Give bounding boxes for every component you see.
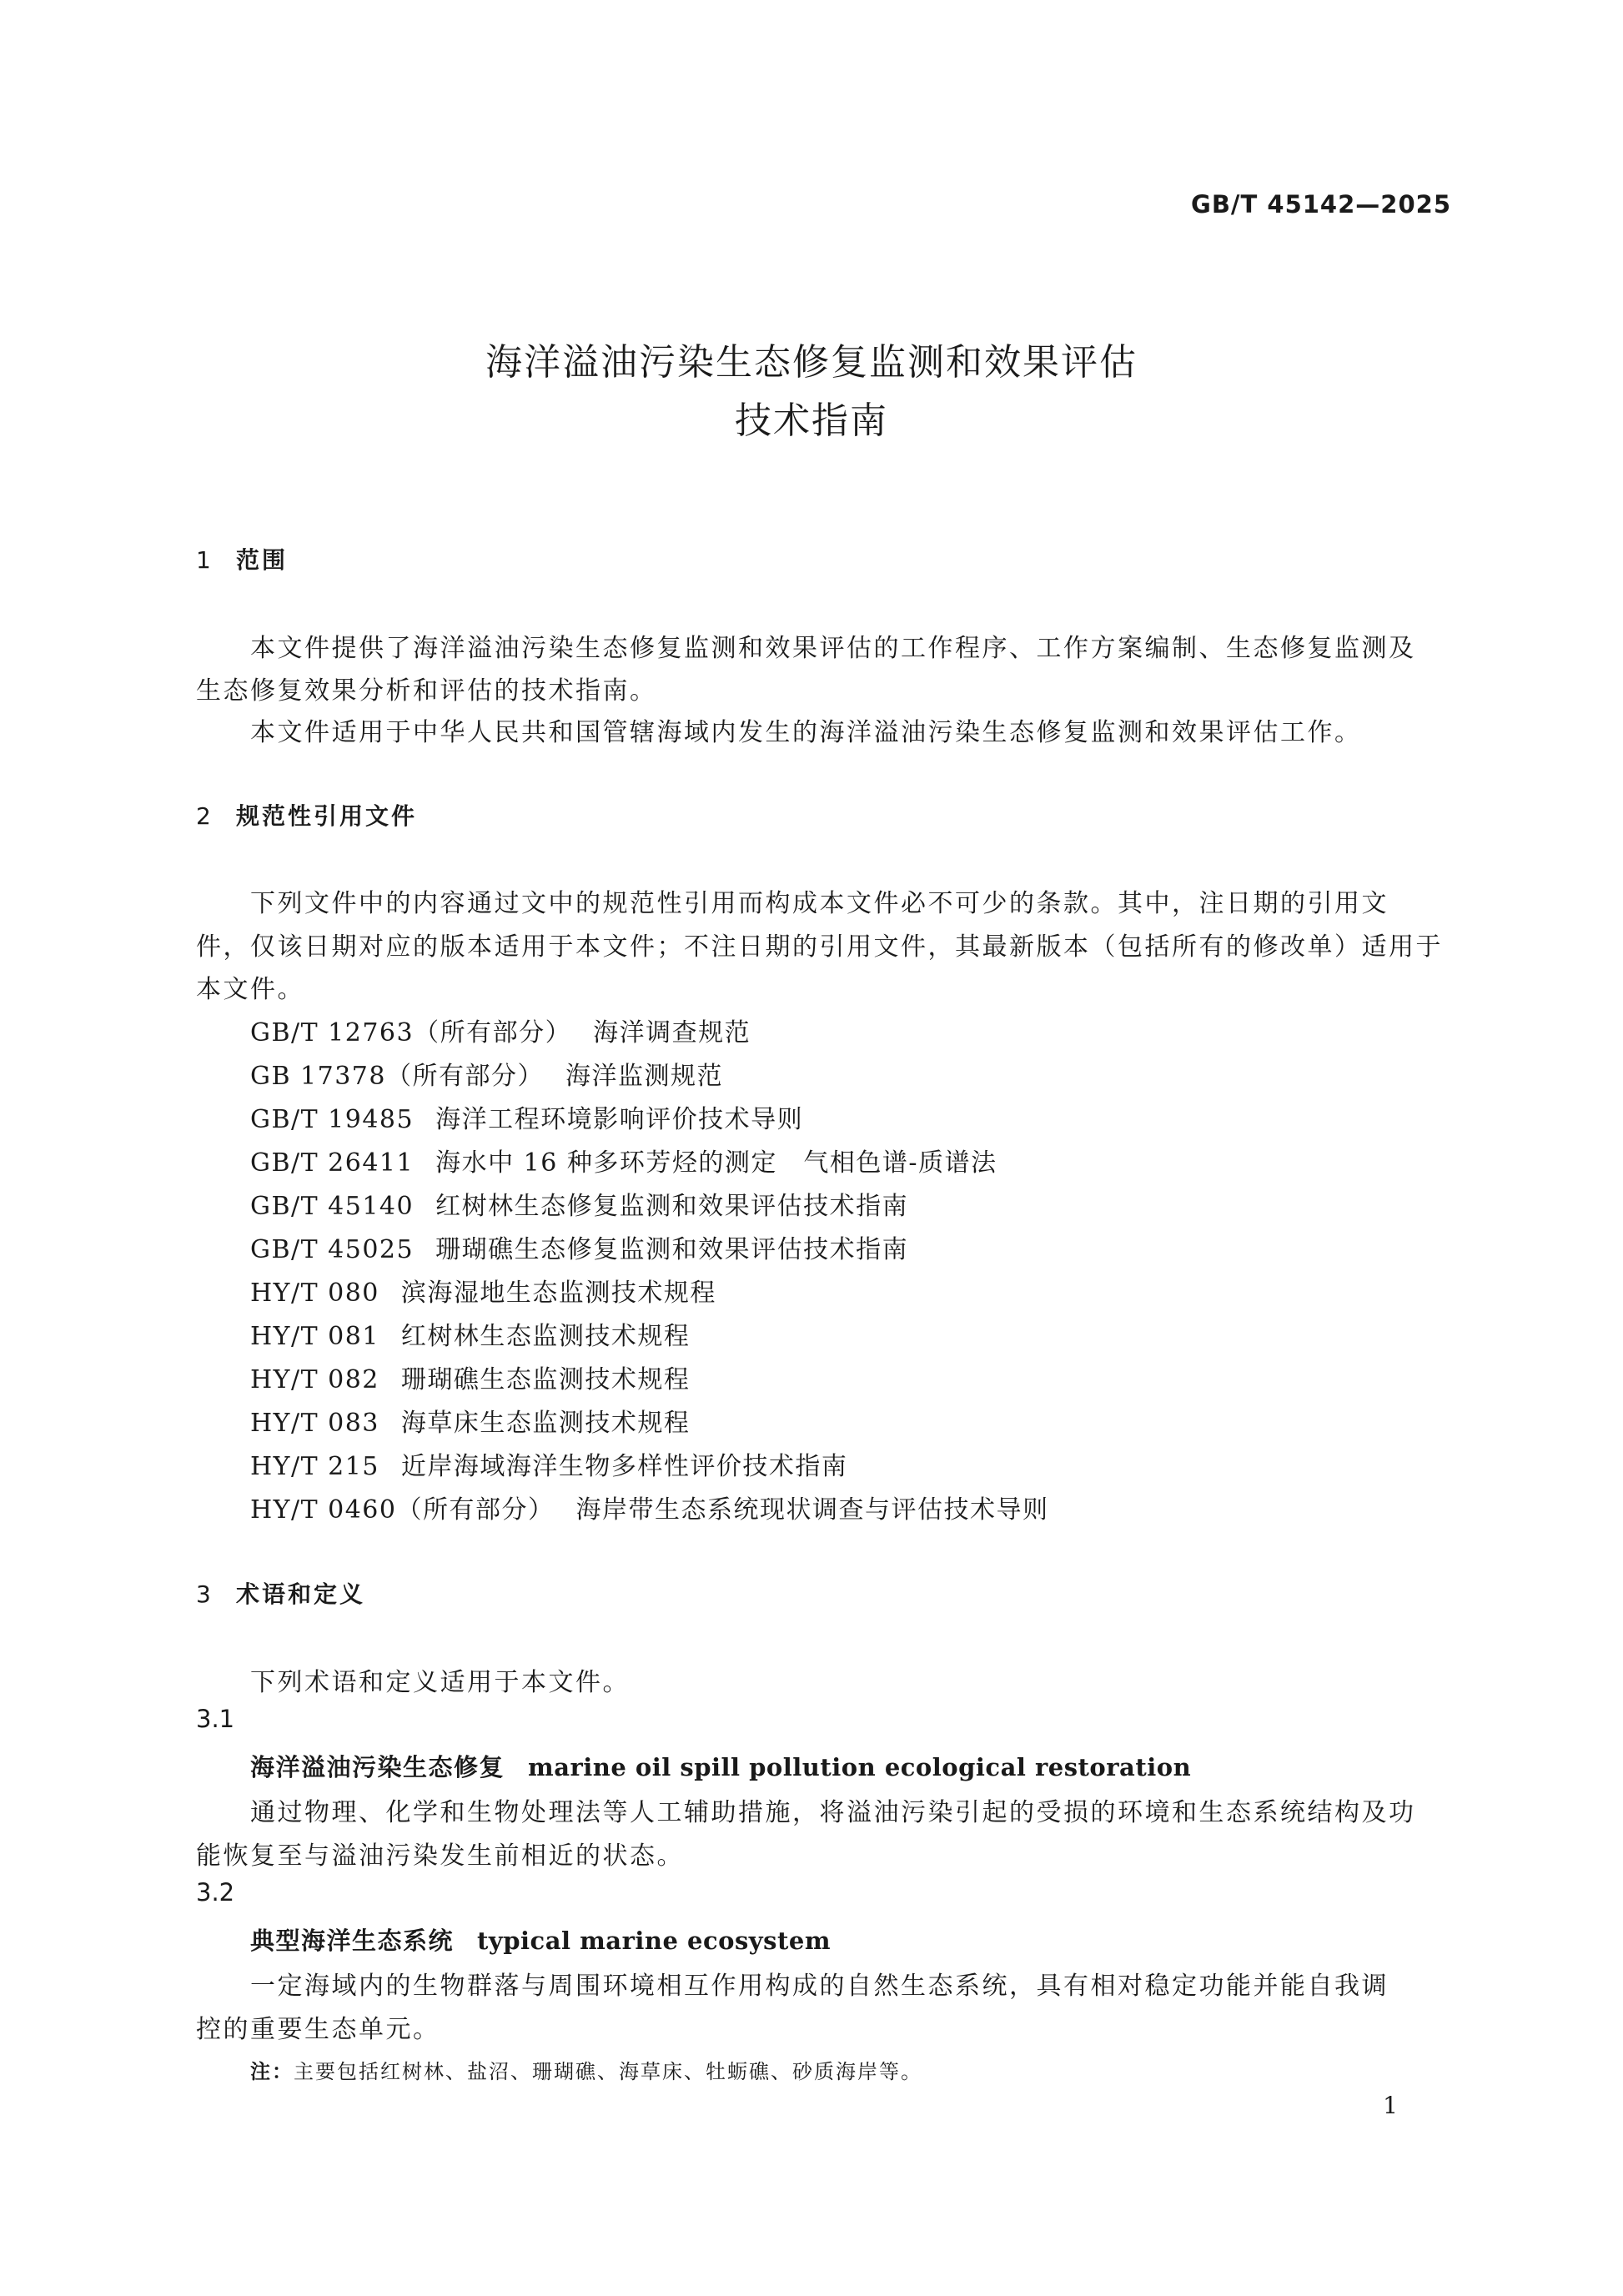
section-number: 3 xyxy=(196,1580,214,1608)
reference-title: 滨海湿地生态监测技术规程 xyxy=(400,1279,716,1308)
reference-code: GB/T 45140 xyxy=(250,1192,415,1221)
term-zh: 海洋溢油污染生态修复 xyxy=(250,1753,505,1781)
reference-code: HY/T 082 xyxy=(250,1365,379,1394)
term-en: marine oil spill pollution ecological restoration xyxy=(528,1753,1192,1781)
section-number: 1 xyxy=(196,546,214,574)
reference-code: HY/T 215 xyxy=(250,1452,379,1481)
section-1-heading xyxy=(196,542,288,575)
reference-code: HY/T 081 xyxy=(250,1322,379,1351)
term-definition-line-2: 控的重要生态单元。 xyxy=(196,2015,440,2044)
term-heading xyxy=(250,1749,1191,1783)
reference-title: 珊瑚礁生态修复监测和效果评估技术指南 xyxy=(435,1235,909,1264)
reference-title: 红树林生态修复监测和效果评估技术指南 xyxy=(435,1192,909,1221)
term-definition-line-2: 能恢复至与溢油污染发生前相近的状态。 xyxy=(196,1841,684,1871)
note xyxy=(250,2055,922,2084)
reference-code: GB/T 45025 xyxy=(250,1235,415,1264)
section-title: 术语和定义 xyxy=(236,1580,366,1608)
reference-item xyxy=(250,1012,751,1048)
reference-title: 近岸海域海洋生物多样性评价技术指南 xyxy=(400,1452,848,1481)
section-3-intro: 下列术语和定义适用于本文件。 xyxy=(250,1668,630,1697)
section-1-paragraph-1-line-1: 本文件提供了海洋溢油污染生态修复监测和效果评估的工作程序、工作方案编制、生态修复监测及 xyxy=(250,634,1416,663)
reference-title: 海洋调查规范 xyxy=(593,1018,751,1048)
term-definition-line-1: 一定海域内的生物群落与周围环境相互作用构成的自然生态系统，具有相对稳定功能并能自我调 xyxy=(250,1972,1389,2001)
term-definition-line-1: 通过物理、化学和生物处理法等人工辅助措施，将溢油污染引起的受损的环境和生态系统结构及功 xyxy=(250,1798,1416,1827)
note-text: 主要包括红树林、盐沼、珊瑚礁、海草床、牡蛎礁、砂质海岸等。 xyxy=(294,2060,922,2083)
reference-item xyxy=(250,1272,716,1309)
section-1-paragraph-2: 本文件适用于中华人民共和国管辖海域内发生的海洋溢油污染生态修复监测和效果评估工作。 xyxy=(250,718,1362,747)
reference-code: GB/T 12763（所有部分） xyxy=(250,1018,572,1048)
section-title: 规范性引用文件 xyxy=(236,802,418,830)
reference-title: 海洋监测规范 xyxy=(565,1062,723,1091)
reference-item xyxy=(250,1315,690,1352)
section-1-paragraph-1-line-2: 生态修复效果分析和评估的技术指南。 xyxy=(196,676,657,706)
note-label: 注： xyxy=(250,2060,294,2083)
page-number: 1 xyxy=(1383,2092,1398,2119)
term-number: 3.2 xyxy=(196,1878,235,1907)
term-en: typical marine ecosystem xyxy=(477,1927,832,1955)
section-3-heading xyxy=(196,1576,365,1610)
section-2-paragraph-line-1: 下列文件中的内容通过文中的规范性引用而构成本文件必不可少的条款。其中，注日期的引用文 xyxy=(250,889,1389,918)
document-title-line2: 技术指南 xyxy=(735,399,888,442)
section-title: 范围 xyxy=(236,546,289,574)
reference-title: 海草床生态监测技术规程 xyxy=(400,1409,691,1438)
reference-item xyxy=(250,1142,997,1178)
reference-title: 海洋工程环境影响评价技术导则 xyxy=(435,1105,804,1134)
reference-title: 珊瑚礁生态监测技术规程 xyxy=(400,1365,691,1394)
reference-code: HY/T 083 xyxy=(250,1409,379,1438)
term-number: 3.1 xyxy=(196,1705,235,1733)
reference-code: GB/T 26411 xyxy=(250,1148,415,1178)
reference-title: 海岸带生态系统现状调查与评估技术导则 xyxy=(575,1495,1049,1525)
reference-item xyxy=(250,1402,690,1439)
reference-code: GB/T 19485 xyxy=(250,1105,415,1134)
term-zh: 典型海洋生态系统 xyxy=(250,1927,455,1955)
reference-item xyxy=(250,1055,723,1092)
document-title-line1: 海洋溢油污染生态修复监测和效果评估 xyxy=(485,341,1138,384)
reference-item xyxy=(250,1098,803,1135)
term-heading xyxy=(250,1922,831,1957)
reference-item xyxy=(250,1185,908,1222)
reference-title: 海水中 16 种多环芳烃的测定 气相色谱-质谱法 xyxy=(435,1148,997,1178)
standard-code: GB/T 45142—2025 xyxy=(1191,190,1451,219)
reference-item xyxy=(250,1228,908,1265)
section-2-paragraph-line-2: 件，仅该日期对应的版本适用于本文件；不注日期的引用文件，其最新版本（包括所有的修改单）适用于 xyxy=(196,932,1443,962)
reference-item xyxy=(250,1359,690,1395)
section-2-paragraph-line-3: 本文件。 xyxy=(196,975,304,1004)
reference-title: 红树林生态监测技术规程 xyxy=(400,1322,691,1351)
reference-code: HY/T 0460（所有部分） xyxy=(250,1495,555,1525)
reference-code: GB 17378（所有部分） xyxy=(250,1062,544,1091)
section-2-heading xyxy=(196,798,417,831)
section-number: 2 xyxy=(196,802,214,830)
reference-item xyxy=(250,1445,847,1482)
reference-item xyxy=(250,1489,1048,1525)
reference-code: HY/T 080 xyxy=(250,1279,379,1308)
